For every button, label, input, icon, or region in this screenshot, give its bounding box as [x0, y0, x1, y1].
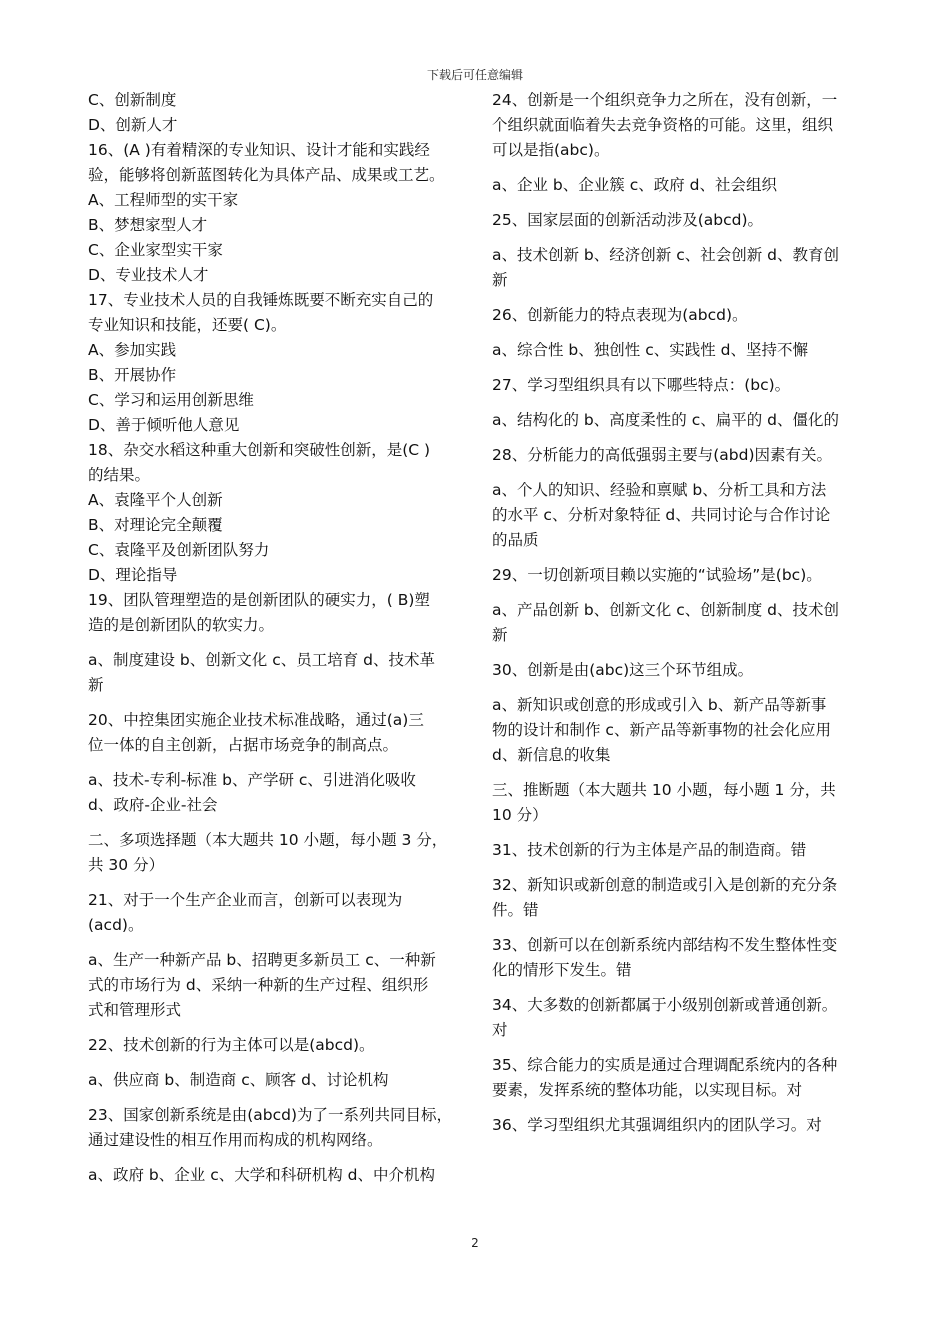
paragraph-gap [88, 818, 466, 828]
text-line: D、专业技术人才 [88, 266, 209, 284]
paragraph-gap [492, 398, 864, 408]
text-line: 19、团队管理塑造的是创新团队的硬实力，( B)塑 [88, 591, 430, 609]
paragraph-gap [492, 468, 864, 478]
text-line: 化的情形下发生。错 [492, 961, 632, 979]
text-line: A、工程师型的实干家 [88, 191, 239, 209]
text-line: C、企业家型实干家 [88, 241, 223, 259]
text-line: C、袁隆平及创新团队努力 [88, 541, 270, 559]
paragraph-gap [492, 648, 864, 658]
text-line: C、创新制度 [88, 91, 177, 109]
text-line: 20、中控集团实施企业技术标准战略，通过(a)三 [88, 711, 424, 729]
page-header: 下载后可任意编辑 [426, 68, 523, 82]
text-line: A、袁隆平个人创新 [88, 491, 223, 509]
paragraph-gap [492, 828, 864, 838]
text-line: 26、创新能力的特点表现为(abcd)。 [492, 306, 748, 324]
text-line: 30、创新是由(abc)这三个环节组成。 [492, 661, 754, 679]
text-line: D、创新人才 [88, 116, 178, 134]
text-line: 18、杂交水稻这种重大创新和突破性创新，是(C ) [88, 441, 431, 459]
text-line: a、结构化的 b、高度柔性的 c、扁平的 d、僵化的 [492, 411, 839, 429]
text-line: 位一体的自主创新，占据市场竞争的制高点。 [88, 736, 399, 754]
text-line: 23、国家创新系统是由(abcd)为了一系列共同目标， [88, 1106, 453, 1124]
text-line: 32、新知识或新创意的制造或引入是创新的充分条 [492, 876, 838, 894]
text-line: 10 分） [492, 806, 548, 824]
paragraph-gap [492, 163, 864, 173]
text-line: d、新信息的收集 [492, 746, 611, 764]
paragraph-gap [492, 588, 864, 598]
text-line: 个组织就面临着失去竞争资格的可能。这里，组织 [492, 116, 834, 134]
text-line: A、参加实践 [88, 341, 177, 359]
paragraph-gap [492, 983, 864, 993]
text-line: a、政府 b、企业 c、大学和科研机构 d、中介机构 [88, 1166, 435, 1184]
right-column [492, 88, 864, 1138]
text-line: 式的市场行为 d、采纳一种新的生产过程、组织形 [88, 976, 429, 994]
text-line: 16、(A )有着精深的专业知识、设计才能和实践经 [88, 141, 430, 159]
text-line: 对 [492, 1021, 508, 1039]
text-line: 21、对于一个生产企业而言，创新可以表现为 [88, 891, 403, 909]
text-line: a、技术创新 b、经济创新 c、社会创新 d、教育创 [492, 246, 839, 264]
text-line: 造的是创新团队的软实力。 [88, 616, 275, 634]
text-line: 共 30 分） [88, 856, 165, 874]
text-line: a、新知识或创意的形成或引入 b、新产品等新事 [492, 696, 827, 714]
text-line: a、供应商 b、制造商 c、顾客 d、讨论机构 [88, 1071, 389, 1089]
paragraph-gap [492, 768, 864, 778]
text-line: a、技术-专利-标准 b、产学研 c、引进消化吸收 [88, 771, 416, 789]
text-line: (acd)。 [88, 916, 144, 934]
paragraph-gap [492, 233, 864, 243]
text-line: 三、推断题（本大题共 10 小题，每小题 1 分，共 [492, 781, 836, 799]
paragraph-gap [492, 553, 864, 563]
text-line: 22、技术创新的行为主体可以是(abcd)。 [88, 1036, 375, 1054]
text-line: 25、国家层面的创新活动涉及(abcd)。 [492, 211, 764, 229]
text-line: 29、一切创新项目赖以实施的“试验场”是(bc)。 [492, 566, 822, 584]
text-line: 验，能够将创新蓝图转化为具体产品、成果或工艺。 [88, 166, 445, 184]
text-line: B、对理论完全颠覆 [88, 516, 223, 534]
text-line: d、政府-企业-社会 [88, 796, 218, 814]
paragraph-gap [88, 878, 466, 888]
text-line: B、开展协作 [88, 366, 177, 384]
text-line: 的品质 [492, 531, 539, 549]
text-line: D、理论指导 [88, 566, 178, 584]
text-line: C、学习和运用创新思维 [88, 391, 254, 409]
text-line: a、制度建设 b、创新文化 c、员工培育 d、技术革 [88, 651, 435, 669]
paragraph-gap [492, 1043, 864, 1053]
paragraph-gap [88, 1153, 466, 1163]
text-line: 要素，发挥系统的整体功能，以实现目标。对 [492, 1081, 803, 1099]
paragraph-gap [88, 938, 466, 948]
text-line: 的水平 c、分析对象特征 d、共同讨论与合作讨论 [492, 506, 831, 524]
text-line: 24、创新是一个组织竞争力之所在，没有创新，一 [492, 91, 838, 109]
text-line: a、个人的知识、经验和禀赋 b、分析工具和方法 [492, 481, 827, 499]
page-number: 2 [471, 1236, 479, 1250]
text-line: 新 [492, 271, 508, 289]
text-line: 物的设计和制作 c、新产品等新事物的社会化应用 [492, 721, 831, 739]
paragraph-gap [88, 698, 466, 708]
text-line: a、产品创新 b、创新文化 c、创新制度 d、技术创 [492, 601, 839, 619]
text-line: 的结果。 [88, 466, 151, 484]
paragraph-gap [88, 1023, 466, 1033]
text-line: 式和管理形式 [88, 1001, 182, 1019]
paragraph-gap [88, 758, 466, 768]
paragraph-gap [492, 328, 864, 338]
text-line: 通过建设性的相互作用而构成的机构网络。 [88, 1131, 383, 1149]
paragraph-gap [492, 293, 864, 303]
paragraph-gap [88, 638, 466, 648]
paragraph-gap [88, 1058, 466, 1068]
text-line: a、生产一种新产品 b、招聘更多新员工 c、一种新 [88, 951, 436, 969]
text-line: D、善于倾听他人意见 [88, 416, 240, 434]
text-line: 新 [88, 676, 104, 694]
paragraph-gap [492, 363, 864, 373]
text-line: 17、专业技术人员的自我锤炼既要不断充实自己的 [88, 291, 434, 309]
text-line: 新 [492, 626, 508, 644]
paragraph-gap [492, 683, 864, 693]
text-line: 36、学习型组织尤其强调组织内的团队学习。对 [492, 1116, 822, 1134]
paragraph-gap [492, 1103, 864, 1113]
paragraph-gap [492, 198, 864, 208]
text-line: 27、学习型组织具有以下哪些特点：(bc)。 [492, 376, 791, 394]
paragraph-gap [492, 923, 864, 933]
text-line: 件。错 [492, 901, 539, 919]
text-line: B、梦想家型人才 [88, 216, 208, 234]
text-line: 专业知识和技能，还要( C)。 [88, 316, 287, 334]
paragraph-gap [88, 1093, 466, 1103]
text-line: 33、创新可以在创新系统内部结构不发生整体性变 [492, 936, 838, 954]
text-line: 34、大多数的创新都属于小级别创新或普通创新。 [492, 996, 838, 1014]
text-line: a、企业 b、企业簇 c、政府 d、社会组织 [492, 176, 777, 194]
text-line: 28、分析能力的高低强弱主要与(abd)因素有关。 [492, 446, 832, 464]
paragraph-gap [492, 863, 864, 873]
text-line: a、综合性 b、独创性 c、实践性 d、坚持不懈 [492, 341, 808, 359]
text-line: 可以是指(abc)。 [492, 141, 610, 159]
text-line: 35、综合能力的实质是通过合理调配系统内的各种 [492, 1056, 838, 1074]
text-line: 二、多项选择题（本大题共 10 小题，每小题 3 分， [88, 831, 448, 849]
paragraph-gap [492, 433, 864, 443]
text-line: 31、技术创新的行为主体是产品的制造商。错 [492, 841, 807, 859]
left-column [88, 88, 466, 1188]
